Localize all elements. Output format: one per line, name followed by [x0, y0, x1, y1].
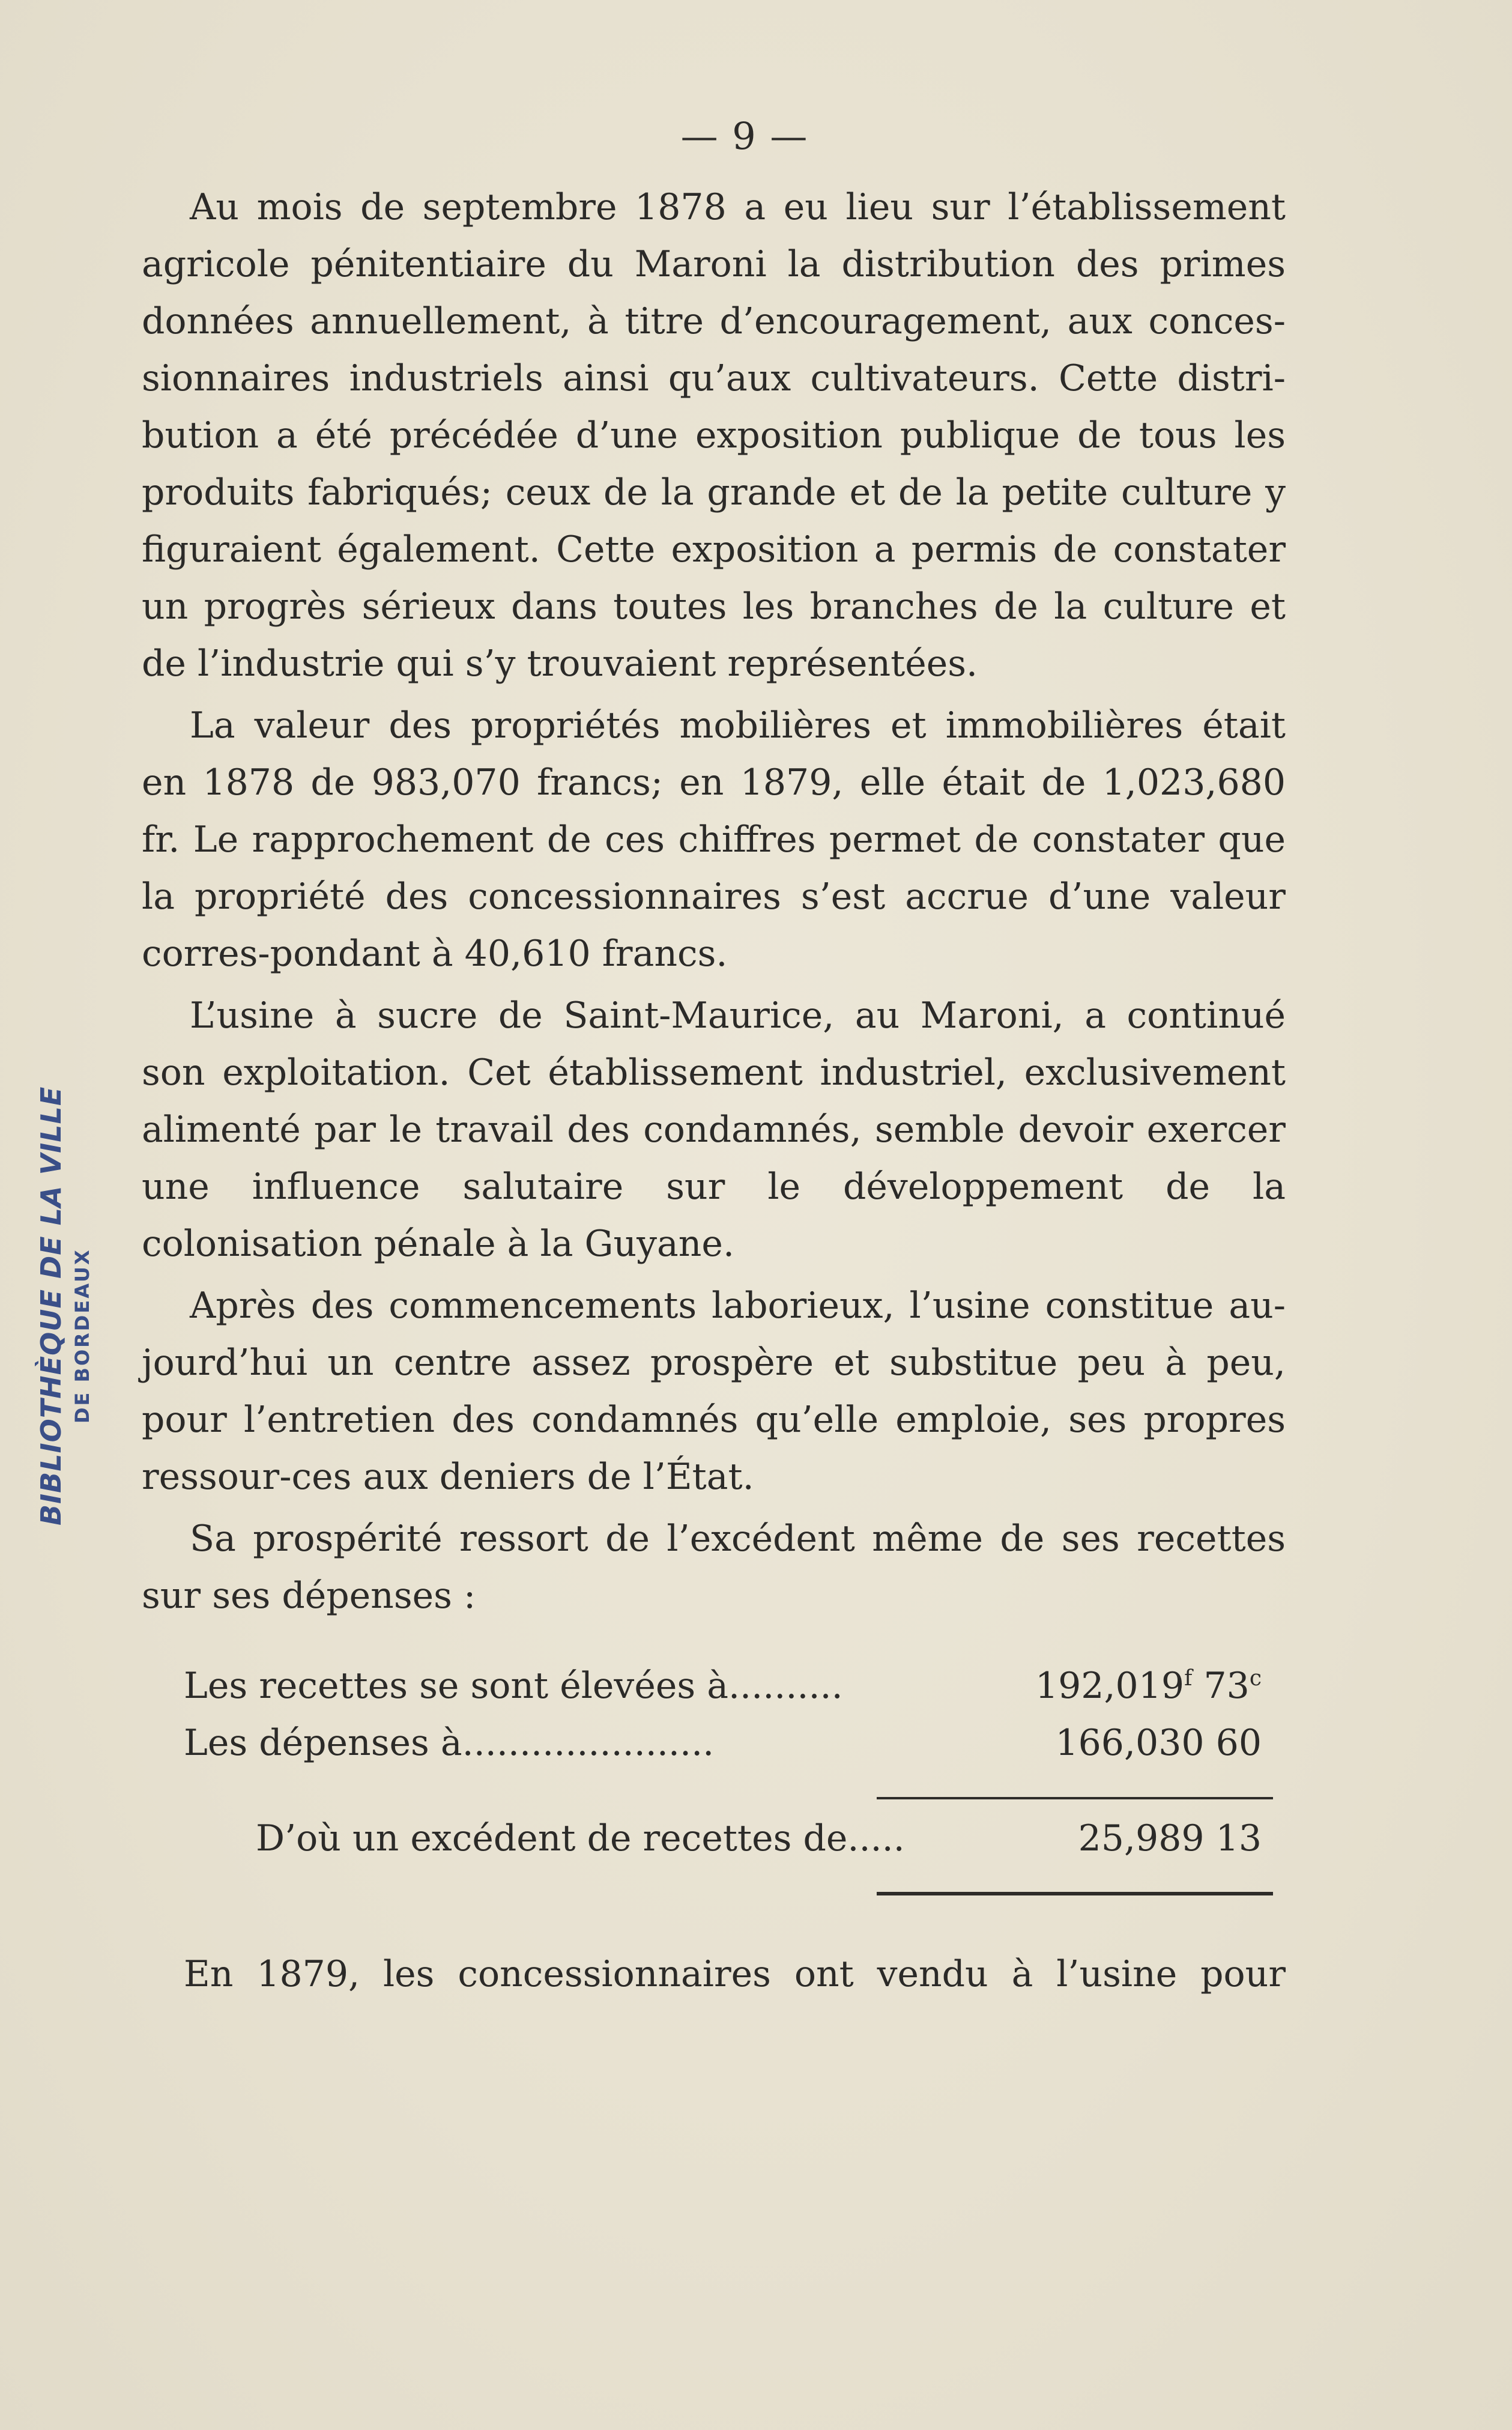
ledger-row-surplus	[142, 1810, 1286, 1867]
paragraph-factory-progress: Après des commencements laborieux, l’usine constitue au-jourd’hui un centre assez prospère et substitue peu à peu, pour l’entretien des condamnés qu’elle emploie, ses propres ressour-ces aux deniers de l’État.	[142, 1285, 1286, 1498]
ledger-row-receipts	[142, 1658, 1286, 1715]
ledger-row-expenses	[142, 1715, 1286, 1772]
page-number: — 9 —	[680, 114, 809, 158]
receipts-francs: 192,019	[1035, 1665, 1185, 1707]
paragraph-property-value: La valeur des propriétés mobilières et immobilières était en 1878 de 983,070 francs; en 1879, elle était de 1,023,680 fr. Le rapprochement de ces chiffres permet de constater que la propriété des concessionnaires s’est accrue d’une valeur corres-pondant à 40,610 francs.	[142, 704, 1286, 975]
receipts-cent-mark: c	[1249, 1666, 1262, 1691]
accounts-table	[142, 1658, 1286, 1867]
expenses-label: Les dépenses à......................	[184, 1722, 715, 1764]
surplus-label: D’où un excédent de recettes de.....	[256, 1817, 905, 1859]
expenses-amount: 166,030 60	[1055, 1722, 1262, 1764]
paragraph-sugar-factory: L’usine à sucre de Saint-Maurice, au Maroni, a continué son exploitation. Cet établissement industriel, exclusivement alimenté par le travail des condamnés, semble devoir exercer une influence salutaire sur le développement de la colonisation pénale à la Guyane.	[142, 995, 1286, 1265]
paragraph-prosperity: Sa prospérité ressort de l’excédent même de ses recettes sur ses dépenses :	[142, 1518, 1286, 1617]
body-text	[142, 179, 1286, 1629]
library-stamp	[11, 1086, 107, 1532]
receipts-cents: 73	[1203, 1665, 1250, 1707]
subtotal-rule	[877, 1797, 1273, 1799]
paragraph-prize-distribution: Au mois de septembre 1878 a eu lieu sur l’établissement agricole pénitentiaire du Maroni la distribution des primes données annuellement, à titre d’encouragement, aux conces-sionnaires industriels ainsi qu’aux cultivateurs. Cette distri-bution a été précédée d’une exposition publique de tous les produits fabriqués; ceux de la grande et de la petite culture y figuraient également. Cette exposition a permis de constater un progrès sérieux dans toutes les branches de la culture et de l’industrie qui s’y trouvaient représentées.	[142, 186, 1286, 685]
stamp-library-name: BIBLIOTHÈQUE DE LA VILLE	[35, 1086, 67, 1526]
receipts-label: Les recettes se sont élevées à..........	[184, 1665, 843, 1707]
surplus-amount: 25,989 13	[1078, 1817, 1262, 1859]
stamp-city: DE BORDEAUX	[71, 1248, 94, 1423]
final-line: En 1879, les concessionnaires ont vendu à l’usine pour	[184, 1953, 1286, 1995]
total-rule	[877, 1892, 1273, 1895]
receipts-amount	[1035, 1658, 1262, 1715]
receipts-franc-mark: f	[1184, 1666, 1193, 1691]
